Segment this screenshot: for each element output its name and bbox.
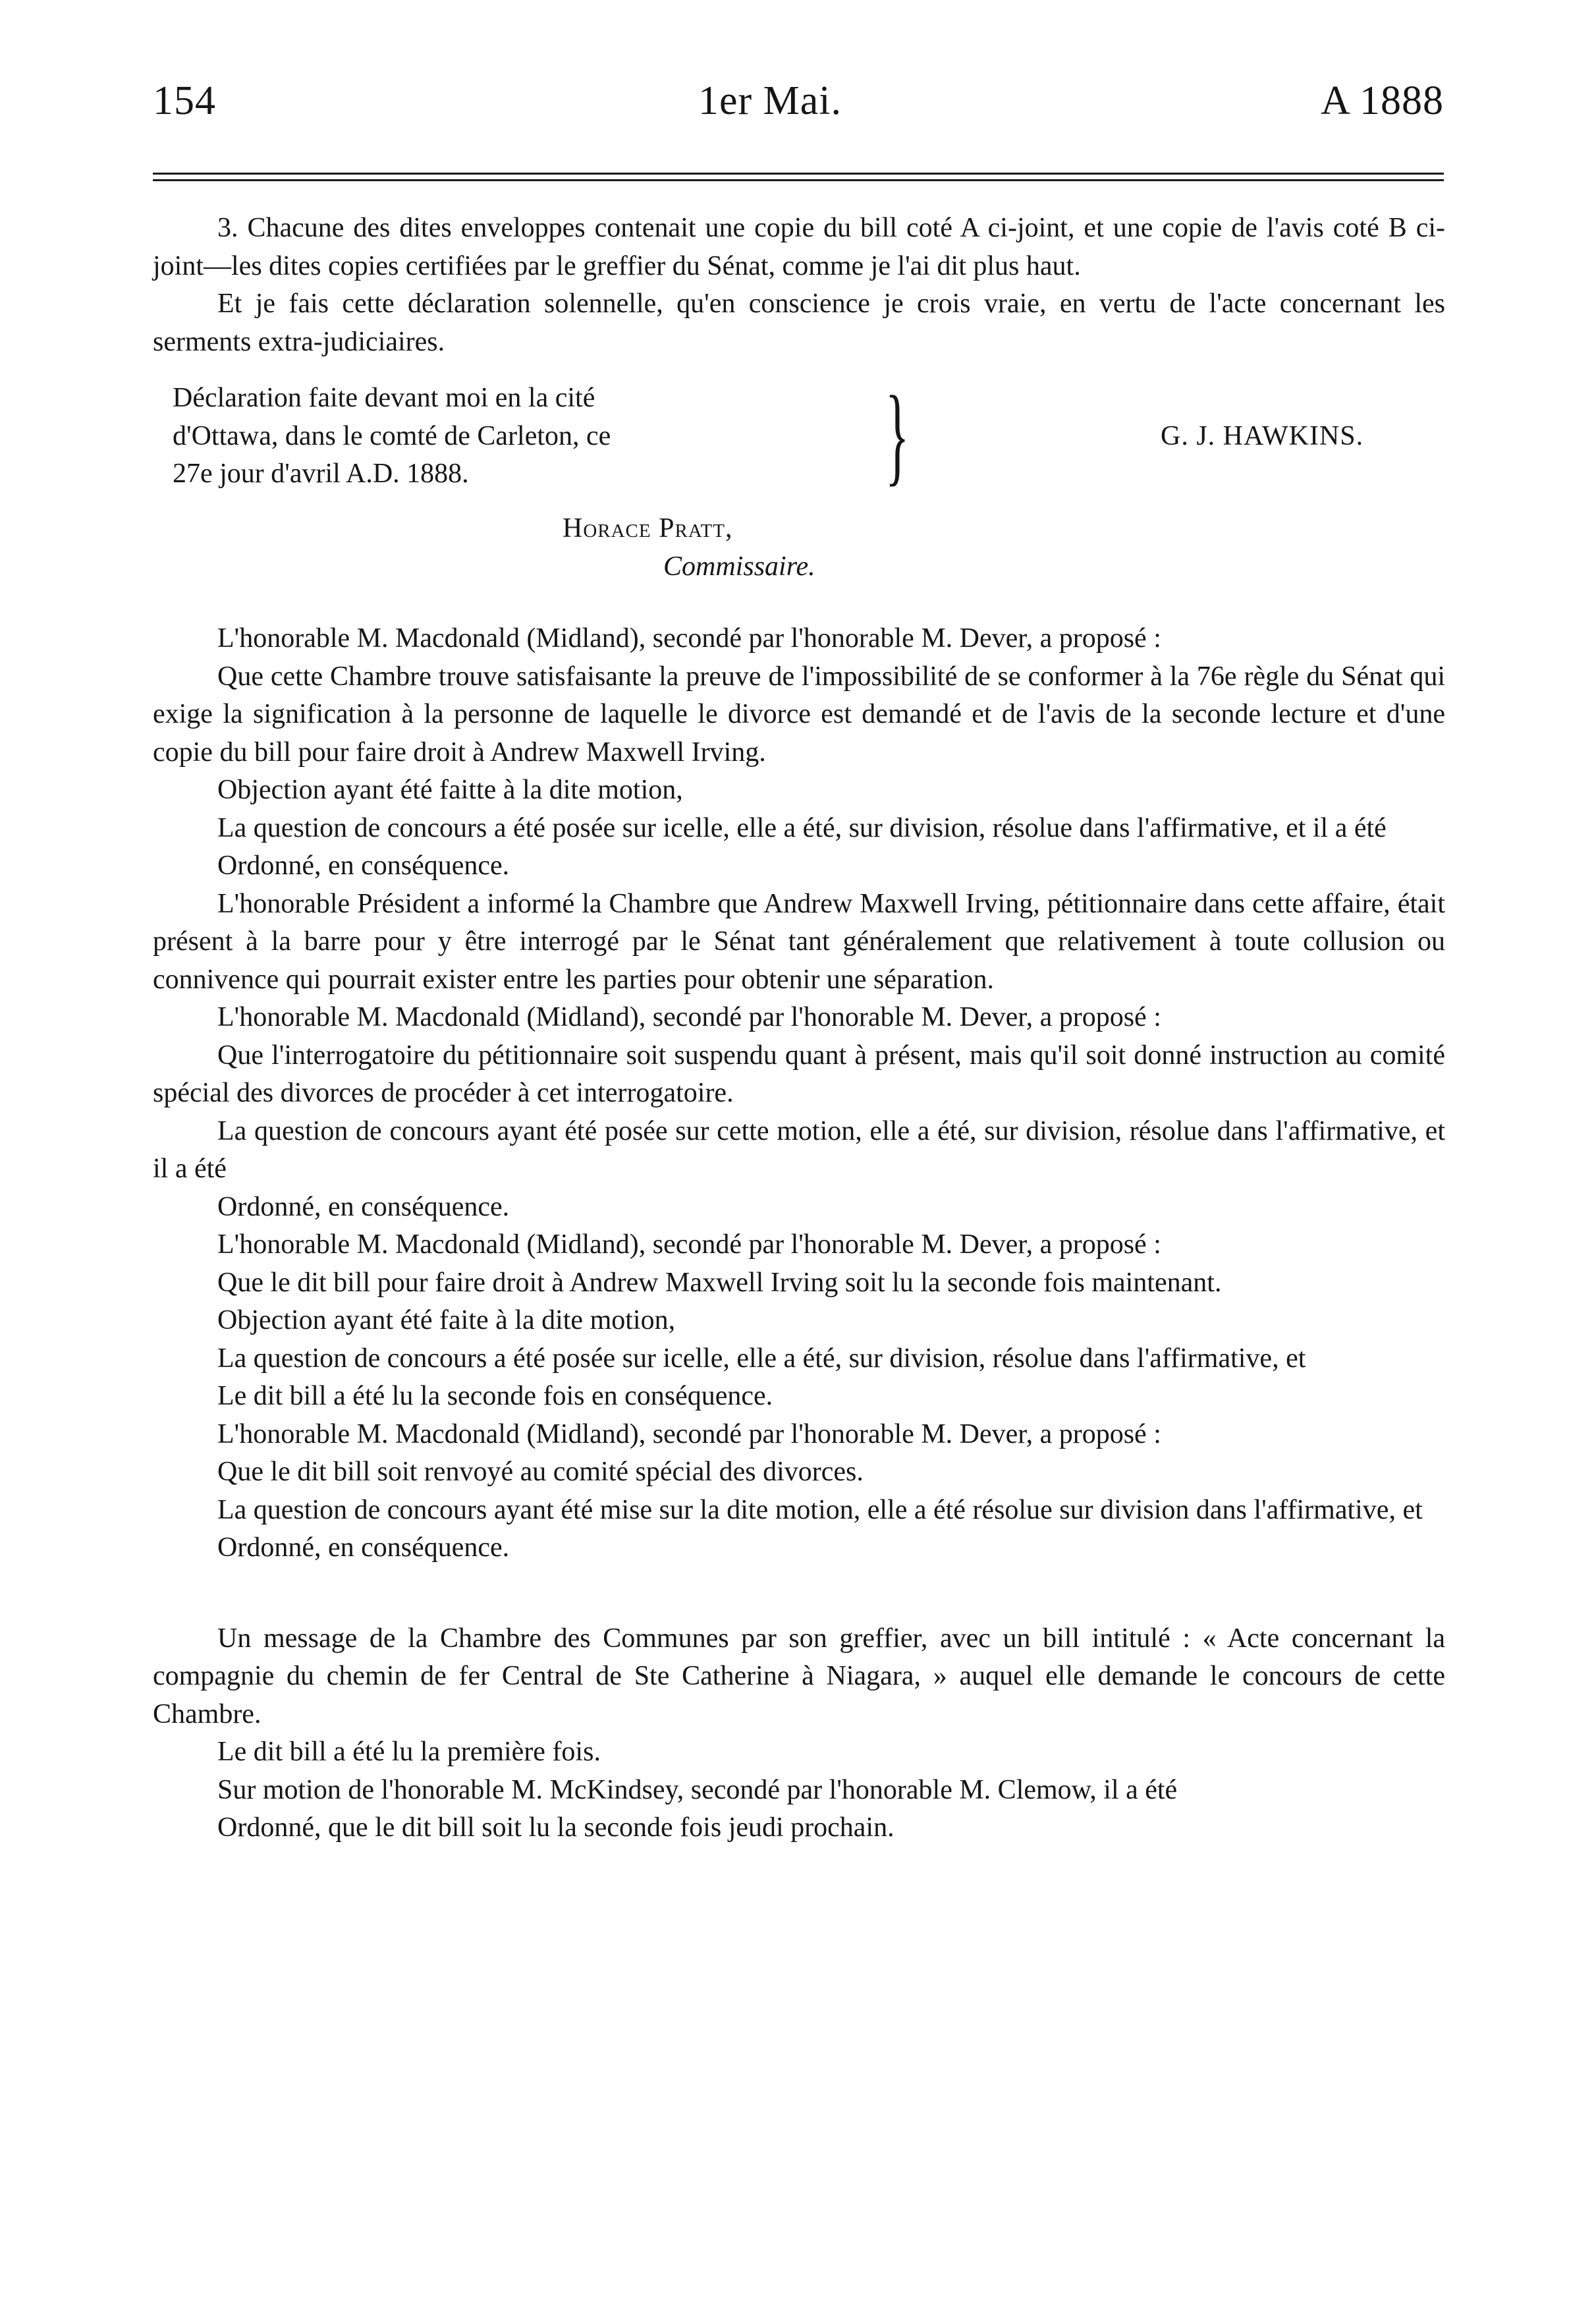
proceedings-paragraph: Ordonné, en conséquence.	[217, 1532, 510, 1563]
proceedings-paragraph: La question de concours ayant été posée sur cette motion, elle a été, sur division, résolue dans l'affirmative, et il a été	[153, 1115, 1445, 1184]
proceedings-paragraph: L'honorable M. Macdonald (Midland), secondé par l'honorable M. Dever, a proposé :	[217, 1002, 1161, 1032]
section-spacer	[153, 1567, 1445, 1620]
proceedings-paragraph: Objection ayant été faitte à la dite motion,	[217, 775, 683, 805]
page-year: A 1888	[1321, 78, 1444, 123]
proceedings-paragraph: L'honorable M. Macdonald (Midland), secondé par l'honorable M. Dever, a proposé :	[217, 1229, 1161, 1260]
right-brace: }	[885, 374, 910, 496]
declaration-line: 27e jour d'avril A.D. 1888.	[173, 459, 469, 489]
signatory-name: G. J. HAWKINS.	[1161, 421, 1364, 451]
proceedings-paragraph: La question de concours ayant été mise sur la dite motion, elle a été résolue sur division dans l'affirmative, et	[217, 1494, 1423, 1525]
message-paragraph: Sur motion de l'honorable M. McKindsey, secondé par l'honorable M. Clemow, il a été	[217, 1774, 1178, 1805]
proceedings-paragraph: Ordonné, en conséquence.	[217, 851, 510, 881]
proceedings-paragraph: L'honorable Président a informé la Chambre que Andrew Maxwell Irving, pétitionnaire dans cette affaire, était présent à la barre pour y être interrogé par le Sénat tant généralement que relativement à toute collusion ou connivence qui pourrait exister entre les parties pour obtenir une séparation.	[153, 888, 1445, 995]
proceedings-paragraph: Que cette Chambre trouve satisfaisante la preuve de l'impossibilité de se conformer à la 76e règle du Sénat qui exige la signification à la personne de laquelle le divorce est demandé et de l'avis de la seconde lecture et d'une copie du bill pour faire droit à Andrew Maxwell Irving.	[153, 661, 1445, 768]
page-body	[153, 210, 1445, 1847]
declaration-text	[173, 379, 884, 493]
proceedings-paragraph: La question de concours a été posée sur icelle, elle a été, sur division, résolue dans l'affirmative, et il a été	[217, 812, 1387, 843]
proceedings-paragraph: Objection ayant été faite à la dite motion,	[217, 1305, 676, 1335]
proceedings-paragraph: Le dit bill a été lu la seconde fois en conséquence.	[217, 1381, 773, 1411]
proceedings-paragraph: La question de concours a été posée sur icelle, elle a été, sur division, résolue dans l'affirmative, et	[217, 1343, 1306, 1374]
section-spacer	[153, 586, 1445, 620]
proceedings-paragraph: Que le dit bill pour faire droit à Andrew Maxwell Irving soit lu la seconde fois maintenant.	[217, 1267, 1222, 1298]
commissioner-title: Commissaire.	[663, 551, 815, 582]
proceedings-paragraph: Que l'interrogatoire du pétitionnaire soit suspendu quant à présent, mais qu'il soit donné instruction au comité spécial des divorces de procéder à cet interrogatoire.	[153, 1040, 1445, 1108]
declaration-line: d'Ottawa, dans le comté de Carleton, ce	[173, 420, 611, 451]
message-paragraph: Le dit bill a été lu la première fois.	[217, 1737, 601, 1767]
declaration-line: Déclaration faite devant moi en la cité	[173, 383, 595, 413]
affidavit-paragraph-declaration: Et je fais cette déclaration solennelle, qu'en conscience je crois vraie, en vertu de l'acte concernant les serments extra-judiciaires.	[153, 289, 1445, 357]
header-rule-top	[153, 173, 1444, 175]
message-paragraph: Un message de la Chambre des Communes par son greffier, avec un bill intitulé : « Acte concernant la compagnie du chemin de fer Central de Ste Catherine à Niagara, » auquel elle demande le concours de cette Chambre.	[153, 1623, 1445, 1729]
proceedings-paragraph: L'honorable M. Macdonald (Midland), secondé par l'honorable M. Dever, a proposé :	[217, 623, 1161, 654]
page-header	[153, 78, 1444, 137]
message-paragraph: Ordonné, que le dit bill soit lu la seconde fois jeudi prochain.	[217, 1812, 894, 1843]
header-rule-bottom	[153, 179, 1444, 181]
page-number: 154	[153, 78, 216, 123]
declaration-block	[153, 374, 1445, 498]
proceedings-paragraph: Ordonné, en conséquence.	[217, 1191, 510, 1222]
proceedings-paragraph: L'honorable M. Macdonald (Midland), secondé par l'honorable M. Dever, a proposé :	[217, 1418, 1161, 1449]
proceedings-paragraph: Que le dit bill soit renvoyé au comité spécial des divorces.	[217, 1457, 864, 1487]
commissioner-name: Horace Pratt,	[563, 513, 733, 544]
affidavit-paragraph-3: 3. Chacune des dites enveloppes contenait une copie du bill coté A ci-joint, et une copie de l'avis coté B ci-joint—les dites copies certifiées par le greffier du Sénat, comme je l'ai dit plus haut.	[153, 213, 1445, 281]
page-date: 1er Mai.	[698, 78, 842, 123]
